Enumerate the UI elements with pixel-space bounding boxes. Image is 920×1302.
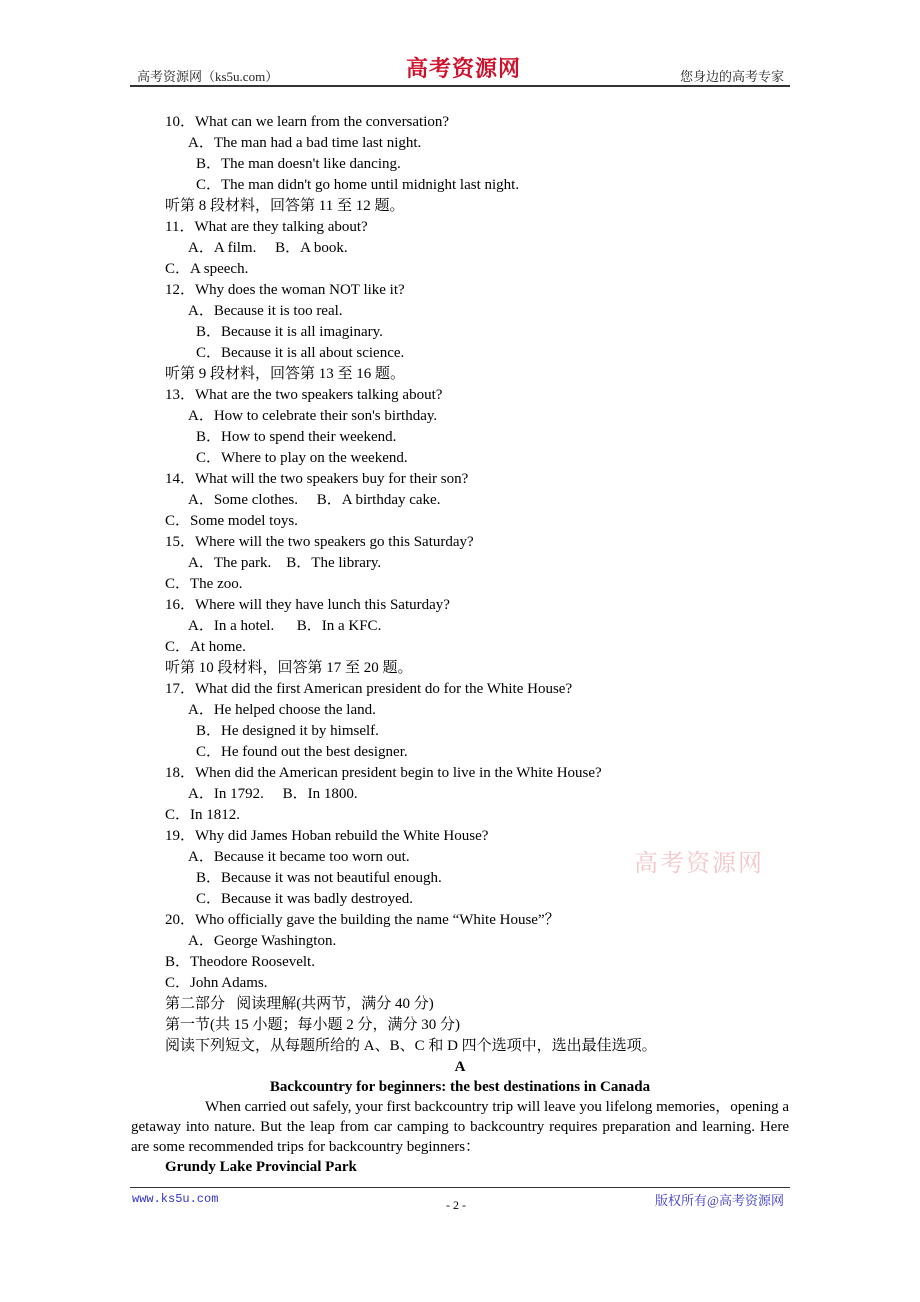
answer-option: B．Because it was not beautiful enough.	[196, 870, 442, 886]
answer-option: A．He helped choose the land.	[188, 702, 376, 718]
footer-link[interactable]: www.ks5u.com	[132, 1192, 219, 1206]
answer-option: B．The man doesn't like dancing.	[196, 156, 401, 172]
answer-option: C．The zoo.	[165, 576, 243, 592]
answer-option: A．A film. B．A book.	[188, 240, 348, 256]
answer-option: A．Because it is too real.	[188, 303, 343, 319]
footer-copyright: 版权所有@高考资源网	[655, 1193, 784, 1208]
answer-option: B．Theodore Roosevelt.	[165, 954, 315, 970]
answer-option: C．The man didn't go home until midnight last night.	[196, 177, 520, 193]
question: 12．Why does the woman NOT like it?	[165, 282, 405, 298]
passage-title: Backcountry for beginners: the best destinations in Canada	[269, 1079, 651, 1095]
passage-heading: Grundy Lake Provincial Park	[165, 1159, 357, 1175]
question: 17．What did the first American president do for the White House?	[165, 681, 573, 697]
header-rule	[130, 85, 790, 87]
instruction-line: 听第 10 段材料，回答第 17 至 20 题。	[165, 660, 413, 676]
answer-option: C．John Adams.	[165, 975, 268, 991]
answer-option: C．At home.	[165, 639, 246, 655]
answer-option: C．He found out the best designer.	[196, 744, 408, 760]
answer-option: B．How to spend their weekend.	[196, 429, 397, 445]
answer-option: A．The park. B．The library.	[188, 555, 382, 571]
answer-option: C．Where to play on the weekend.	[196, 450, 408, 466]
answer-option: C．Some model toys.	[165, 513, 298, 529]
answer-option: B．He designed it by himself.	[196, 723, 379, 739]
answer-option: C．Because it was badly destroyed.	[196, 891, 414, 907]
answer-option: A．How to celebrate their son's birthday.	[188, 408, 438, 424]
footer-rule	[130, 1187, 790, 1188]
header-left: 高考资源网（ks5u.com）	[137, 69, 279, 84]
header-logo: 高考资源网	[406, 56, 522, 81]
instruction-line: 第二部分 阅读理解(共两节，满分 40 分)	[165, 996, 434, 1012]
question: 19．Why did James Hoban rebuild the White House?	[165, 828, 489, 844]
question: 13．What are the two speakers talking about?	[165, 387, 443, 403]
instruction-line: 听第 9 段材料，回答第 13 至 16 题。	[165, 366, 406, 382]
passage-label: A	[454, 1059, 466, 1075]
answer-option: B．Because it is all imaginary.	[196, 324, 383, 340]
document-body	[0, 112, 920, 1177]
question: 10．What can we learn from the conversation?	[165, 114, 450, 130]
passage-paragraph: When carried out safely, your first backcountry trip will leave you lifelong memories，opening a getaway into nature. But the leap from car camping to backcountry requires preparation and learning. Here are some recommended trips for backcountry beginners：	[131, 1099, 789, 1155]
answer-option: A．The man had a bad time last night.	[188, 135, 422, 151]
question: 11．What are they talking about?	[165, 219, 368, 235]
question: 14．What will the two speakers buy for their son?	[165, 471, 469, 487]
answer-option: C．A speech.	[165, 261, 249, 277]
question: 18．When did the American president begin to live in the White House?	[165, 765, 602, 781]
question: 20．Who officially gave the building the name “White House”？	[165, 912, 560, 928]
answer-option: A．In 1792. B．In 1800.	[188, 786, 358, 802]
page-number: - 2 -	[446, 1198, 466, 1212]
instruction-line: 阅读下列短文，从每题所给的 A、B、C 和 D 四个选项中，选出最佳选项。	[165, 1038, 657, 1054]
instruction-line: 听第 8 段材料，回答第 11 至 12 题。	[165, 198, 405, 214]
answer-option: A．Because it became too worn out.	[188, 849, 410, 865]
answer-option: A．George Washington.	[188, 933, 337, 949]
question: 15．Where will the two speakers go this Saturday?	[165, 534, 474, 550]
instruction-line: 第一节(共 15 小题；每小题 2 分，满分 30 分)	[165, 1017, 460, 1033]
watermark: 高考资源网	[634, 851, 764, 877]
question: 16．Where will they have lunch this Saturday?	[165, 597, 450, 613]
answer-option: A．In a hotel. B．In a KFC.	[188, 618, 382, 634]
answer-option: A．Some clothes. B．A birthday cake.	[188, 492, 441, 508]
answer-option: C．In 1812.	[165, 807, 241, 823]
header-right: 您身边的高考专家	[679, 69, 784, 84]
answer-option: C．Because it is all about science.	[196, 345, 405, 361]
